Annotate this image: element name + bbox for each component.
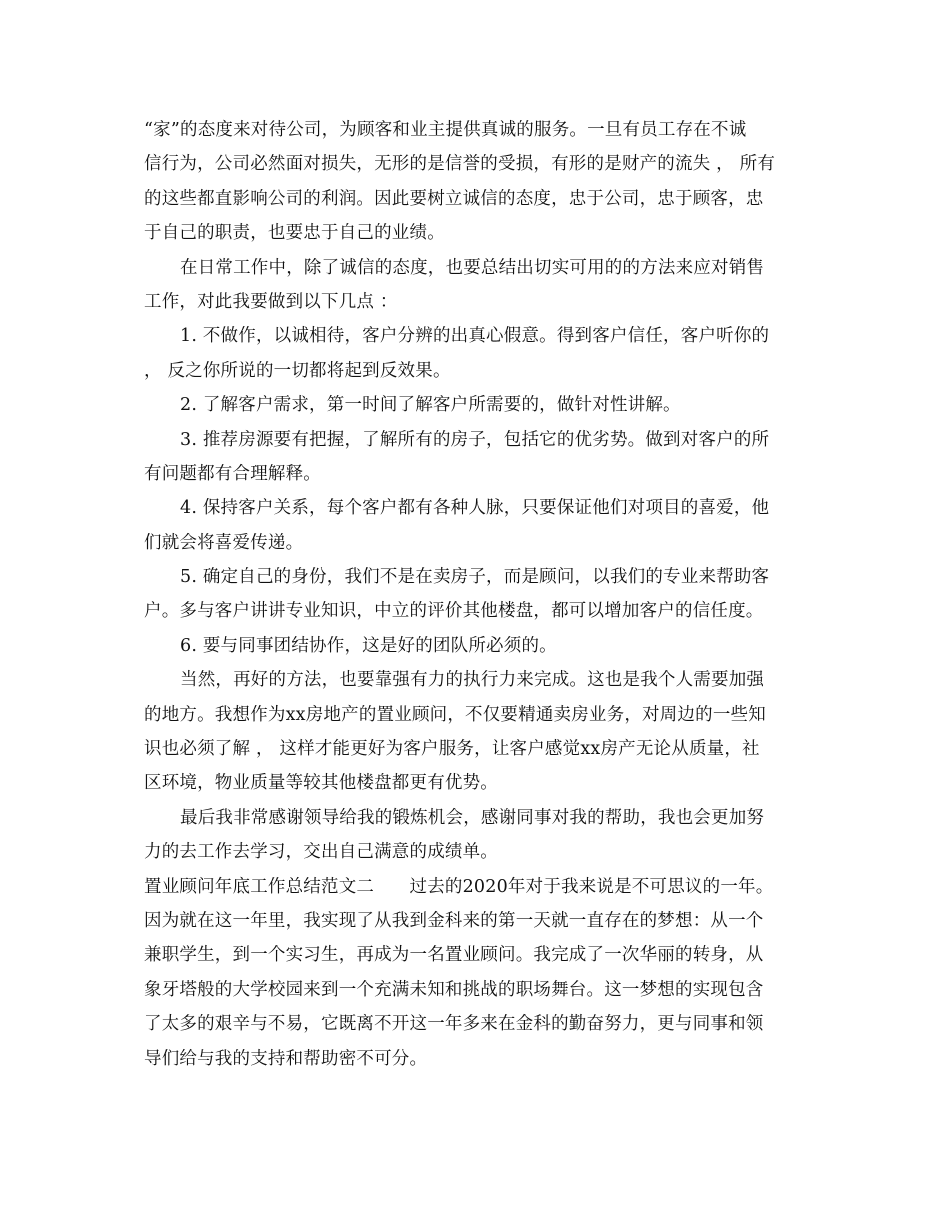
text-line: 工作，对此我要做到以下几点 ： (144, 291, 398, 312)
text-line: 信行为，公司必然面对损失，无形的是信誉的受损，有形的是财产的流失 ， 所有 (144, 154, 776, 175)
text-line: 了太多的艰辛与不易，它既离不开这一年多来在金科的勤奋努力，更与同事和领 (144, 1014, 764, 1035)
text-line: 1. 不做作，以诚相待，客户分辨的出真心假意。得到客户信任，客户听你的 (180, 326, 770, 347)
text-line: “家”的态度来对待公司，为顾客和业主提供真诚的服务。一旦有员工存在不诚 (144, 120, 747, 140)
text-line: 因为就在这一年里，我实现了从我到金科来的第一天就一直存在的梦想：从一个 (144, 910, 764, 931)
body-text (144, 113, 808, 1076)
text-line: 3. 推荐房源要有把握，了解所有的房子，包括它的优劣势。做到对客户的所 (180, 429, 770, 450)
text-line: 力的去工作去学习，交出自己满意的成绩单。 (144, 842, 498, 863)
text-line: 导们给与我的支持和帮助密不可分。 (144, 1048, 428, 1069)
text-line: 当然，再好的方法，也要靠强有力的执行力来完成。这也是我个人需要加强 (180, 670, 765, 691)
text-line: 象牙塔般的大学校园来到一个充满未知和挑战的职场舞台。这一梦想的实现包含 (144, 979, 764, 1000)
text-line: 们就会将喜爱传递。 (144, 532, 304, 553)
text-line: 于自己的职责，也要忠于自己的业绩。 (144, 223, 445, 244)
text-line: 最后我非常感谢领导给我的锻炼机会，感谢同事对我的帮助，我也会更加努 (180, 807, 765, 828)
text-line: 6. 要与同事团结协作，这是好的团队所必须的。 (180, 635, 557, 656)
text-line: 的这些都直影响公司的利润。因此要树立诚信的态度，忠于公司，忠于顾客，忠 (144, 188, 764, 209)
text-line: 4. 保持客户关系，每个客户都有各种人脉，只要保证他们对项目的喜爱，他 (180, 498, 770, 519)
text-line: 的地方。我想作为xx房地产的置业顾问，不仅要精通卖房业务，对周边的一些知 (144, 704, 766, 725)
text-line: 在日常工作中，除了诚信的态度，也要总结出切实可用的的方法来应对销售 (180, 257, 765, 278)
text-line: 置业顾问年底工作总结范文二 过去的2020年对于我来说是不可思议的一年。 (144, 876, 774, 897)
text-line: 2. 了解客户需求，第一时间了解客户所需要的，做针对性讲解。 (180, 395, 681, 416)
text-line: 有问题都有合理解释。 (144, 463, 321, 484)
text-line: 区环境，物业质量等较其他楼盘都更有优势。 (144, 773, 498, 794)
text-line: 户。多与客户讲讲专业知识，中立的评价其他楼盘，都可以增加客户的信任度。 (144, 601, 764, 622)
text-line: 兼职学生，到一个实习生，再成为一名置业顾问。我完成了一次华丽的转身，从 (144, 945, 764, 966)
text-line: 5. 确定自己的身份，我们不是在卖房子，而是顾问，以我们的专业来帮助客 (180, 567, 770, 588)
text-line: ， 反之你所说的一切都将起到反效果。 (144, 360, 451, 381)
text-line: 识也必须了解 ， 这样才能更好为客户服务，让客户感觉xx房产无论从质量，社 (144, 739, 760, 760)
